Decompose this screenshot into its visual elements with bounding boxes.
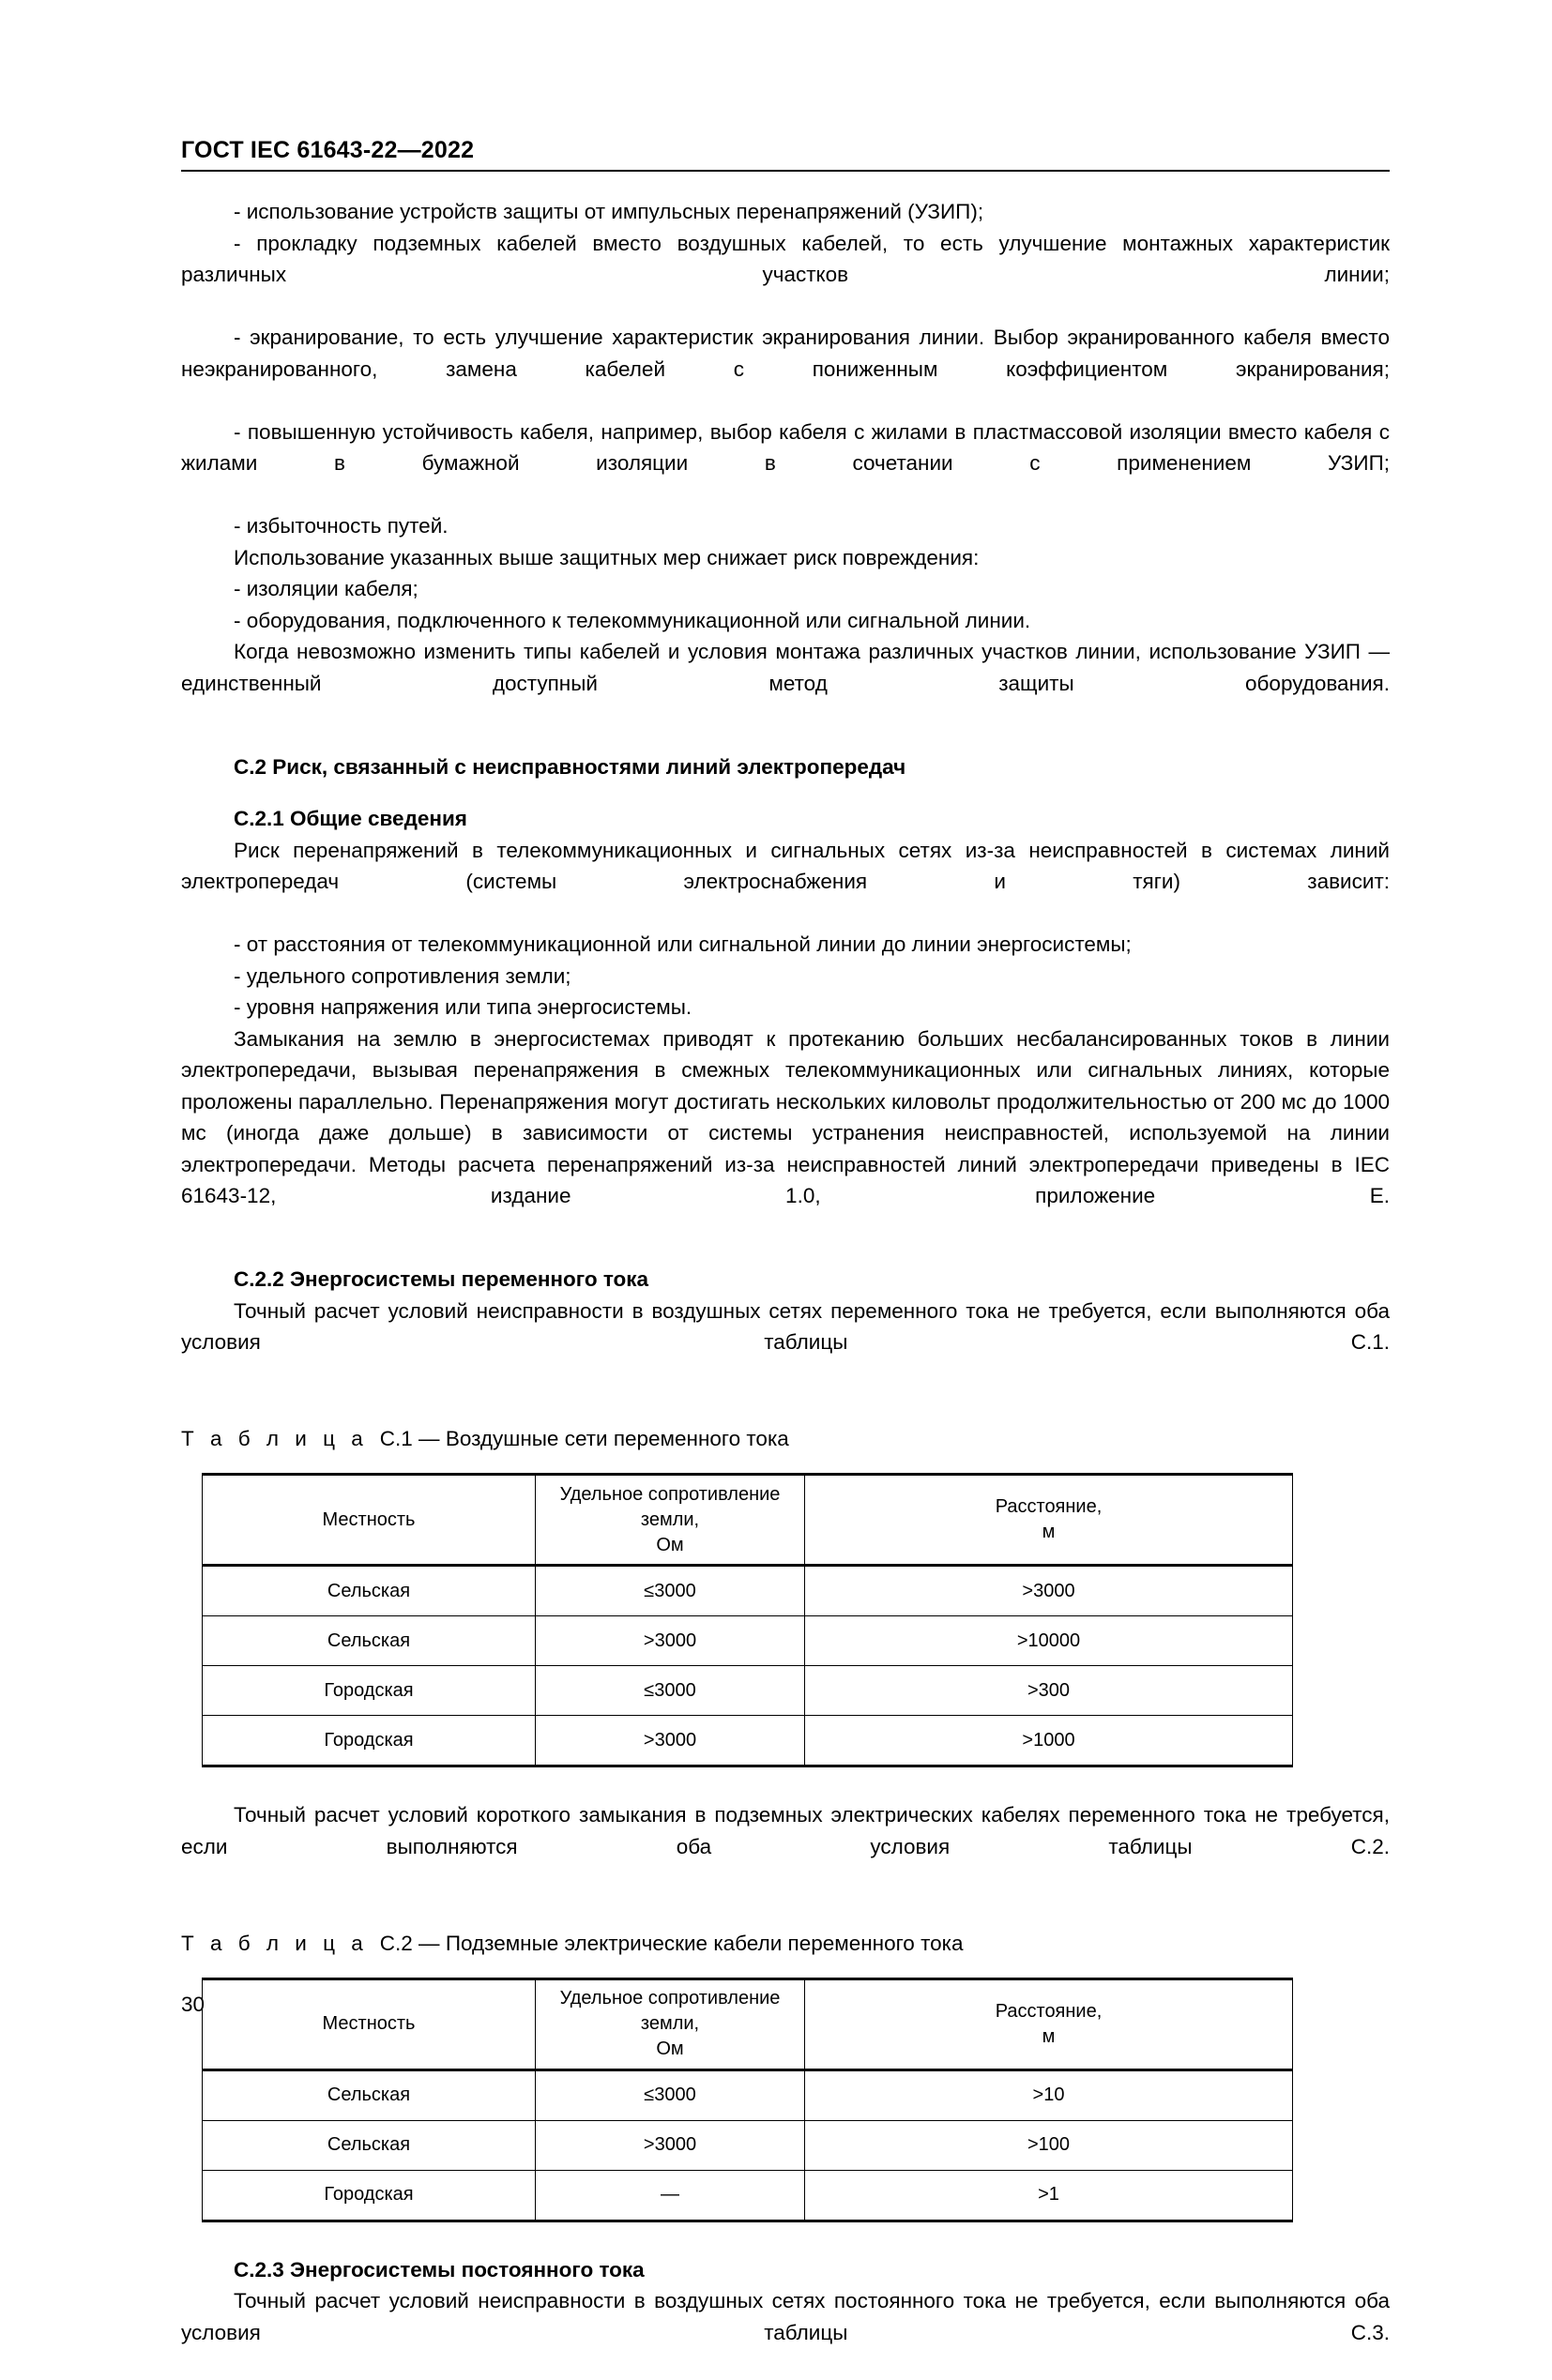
table-c1-caption xyxy=(181,1423,1390,1454)
bullet-item: - избыточность путей. xyxy=(234,514,449,538)
heading-c2: C.2 Риск, связанный с неисправностями линий электропередач xyxy=(234,754,906,779)
paragraph-c22-overhead: Точный расчет условий неисправности в воздушных сетях переменного тока не требуется, если выполняются оба условия таблицы C.1. xyxy=(181,1298,1390,1354)
table-cell: >10 xyxy=(805,2069,1293,2120)
header-text-line1: Расстояние, xyxy=(995,1496,1103,1517)
spacer xyxy=(181,2222,1390,2254)
table-c2-caption xyxy=(181,1928,1390,1959)
table-row xyxy=(203,2069,1293,2120)
table-c1-header-locality xyxy=(203,1475,536,1566)
header-text-line1: Удельное сопротивление земли, xyxy=(559,1483,781,1530)
table-c2-header-locality xyxy=(203,1978,536,2069)
table-row xyxy=(203,1616,1293,1666)
table-c2-caption-dash: — xyxy=(418,1931,440,1955)
page-number: 30 xyxy=(181,1993,205,2016)
bullet-item: - прокладку подземных кабелей вместо воздушных кабелей, то есть улучшение монтажных характеристик различных участков линии; xyxy=(181,231,1390,286)
table-c1-header-distance xyxy=(805,1475,1293,1566)
header-text-line2: м xyxy=(1042,1522,1056,1542)
table-c2-caption-title: Подземные электрические кабели переменного тока xyxy=(445,1931,964,1955)
header-text-line1: Расстояние, xyxy=(995,2000,1103,2022)
table-cell: >10000 xyxy=(805,1616,1293,1666)
table-c2-header-resistivity xyxy=(536,1978,805,2069)
table-header-row xyxy=(203,1978,1293,2069)
table-cell: Городская xyxy=(203,1716,536,1766)
table-row xyxy=(203,2170,1293,2221)
table-cell: ≤3000 xyxy=(536,1566,805,1616)
table-cell: >3000 xyxy=(536,1616,805,1666)
spacer xyxy=(181,782,1390,803)
table-c1-caption-label: Т а б л и ц а xyxy=(181,1427,369,1450)
table-c1-caption-dash: — xyxy=(418,1427,440,1450)
table-cell: ≤3000 xyxy=(536,2069,805,2120)
table-cell: ≤3000 xyxy=(536,1666,805,1716)
table-cell: >300 xyxy=(805,1666,1293,1716)
table-header-row xyxy=(203,1475,1293,1566)
header-divider xyxy=(181,170,1390,172)
table-cell: Сельская xyxy=(203,2069,536,2120)
bullet-item: - уровня напряжения или типа энергосистемы. xyxy=(234,995,692,1019)
table-cell: Сельская xyxy=(203,1566,536,1616)
table-c2-header-distance xyxy=(805,1978,1293,2069)
table-row xyxy=(203,1566,1293,1616)
table-c1-caption-number: C.1 xyxy=(379,1427,413,1450)
bullet-item: - от расстояния от телекоммуникационной или сигнальной линии до линии энергосистемы; xyxy=(234,932,1132,956)
table-row xyxy=(203,2120,1293,2170)
table-c1-caption-title: Воздушные сети переменного тока xyxy=(445,1427,789,1450)
heading-c23: C.2.3 Энергосистемы постоянного тока xyxy=(234,2257,645,2281)
bullet-item: - экранирование, то есть улучшение характеристик экранирования линии. Выбор экранированного кабеля вместо неэкранированного, замена кабелей с пониженным коэффициентом экранирования; xyxy=(181,326,1390,381)
spacer xyxy=(181,1454,1390,1473)
spacer xyxy=(181,1894,1390,1928)
spacer xyxy=(181,1389,1390,1423)
page-content xyxy=(181,0,1390,2380)
table-cell: >1000 xyxy=(805,1716,1293,1766)
paragraph-c21-earth-faults: Замыкания на землю в энергосистемах приводят к протеканию больших несбалансированных токов в линии электропередачи, вызывая перенапряжения в смежных телекоммуникационных или сигнальных линиях, которые проложены параллельно. Перенапряжения могут достигать нескольких киловольт продолжительностью от 200 мс до 1000 мс (иногда даже дольше) в зависимости от системы устранения неисправностей, используемой на линии электропередачи. Методы расчета перенапряжений из-за неисправностей линий электропередачи приведены в IEC 61643-12, издание 1.0, приложение E. xyxy=(181,1026,1390,1207)
bullet-item: - использование устройств защиты от импульсных перенапряжений (УЗИП); xyxy=(234,200,984,223)
paragraph-c21-risk: Риск перенапряжений в телекоммуникационных и сигнальных сетях из-за неисправностей в системах линий электропередач (системы электроснабжения и тяги) зависит: xyxy=(181,838,1390,893)
header-text-line2: Ом xyxy=(656,1534,684,1555)
table-cell: >100 xyxy=(805,2120,1293,2170)
table-c2-caption-label: Т а б л и ц а xyxy=(181,1931,369,1955)
table-cell: >3000 xyxy=(805,1566,1293,1616)
table-c2 xyxy=(202,1978,1293,2222)
table-c2-caption-number: C.2 xyxy=(379,1931,413,1955)
spacer xyxy=(181,1959,1390,1978)
header-text-line2: м xyxy=(1042,2025,1056,2047)
table-c1 xyxy=(202,1473,1293,1767)
header-text-line2: Ом xyxy=(656,2039,684,2059)
intro-bullet-list xyxy=(181,196,1390,731)
table-cell: Сельская xyxy=(203,1616,536,1666)
table-c1-header-resistivity xyxy=(536,1475,805,1566)
page-header-standard-number: ГОСТ IEC 61643-22—2022 xyxy=(181,137,475,163)
bullet-item: - повышенную устойчивость кабеля, например, выбор кабеля с жилами в пластмассовой изоляции вместо кабеля с жилами в бумажной изоляции в сочетании с применением УЗИП; xyxy=(181,419,1390,475)
heading-c21: C.2.1 Общие сведения xyxy=(234,807,467,830)
table-cell: >3000 xyxy=(536,2120,805,2170)
header-text-line1: Удельное сопротивление земли, xyxy=(559,1988,781,2034)
heading-c22: C.2.2 Энергосистемы переменного тока xyxy=(234,1267,649,1291)
table-cell: >1 xyxy=(805,2170,1293,2221)
paragraph-c22-underground: Точный расчет условий короткого замыкания в подземных электрических кабелях переменного тока не требуется, если выполняются оба условия таблицы C.2. xyxy=(181,1803,1390,1858)
paragraph-spd-only-method: Когда невозможно изменить типы кабелей и условия монтажа различных участков линии, использование УЗИП — единственный доступный метод защиты оборудования. xyxy=(181,640,1390,695)
table-cell: Городская xyxy=(203,1666,536,1716)
paragraph-c23-dc: Точный расчет условий неисправности в воздушных сетях постоянного тока не требуется, если выполняются оба условия таблицы C.3. xyxy=(181,2289,1390,2344)
table-cell: Сельская xyxy=(203,2120,536,2170)
spacer xyxy=(181,731,1390,751)
paragraph-protection-intro: Использование указанных выше защитных мер снижает риск повреждения: xyxy=(234,545,980,569)
table-cell: Городская xyxy=(203,2170,536,2221)
bullet-item: - оборудования, подключенного к телекоммуникационной или сигнальной линии. xyxy=(234,608,1031,632)
table-row xyxy=(203,1666,1293,1716)
spacer xyxy=(181,1767,1390,1799)
spacer xyxy=(181,1243,1390,1264)
table-cell: — xyxy=(536,2170,805,2221)
bullet-item: - изоляции кабеля; xyxy=(234,577,418,600)
bullet-item: - удельного сопротивления земли; xyxy=(234,963,571,988)
header-text: Местность xyxy=(322,2013,416,2034)
table-row xyxy=(203,1716,1293,1766)
table-cell: >3000 xyxy=(536,1716,805,1766)
header-text: Местность xyxy=(322,1508,416,1530)
